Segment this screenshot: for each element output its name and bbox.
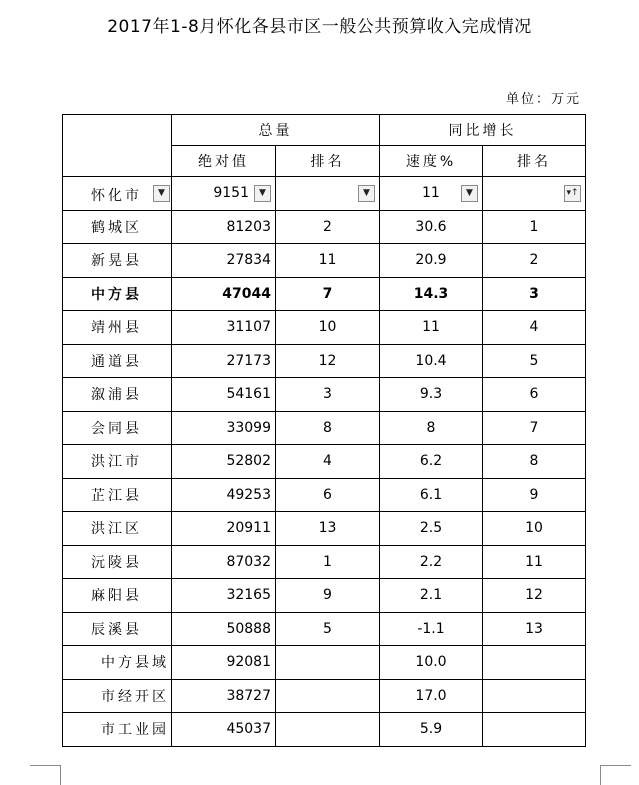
growth-speed-cell: 2.2 bbox=[380, 545, 483, 579]
total-rank-cell: 3 bbox=[276, 378, 380, 412]
filter-dropdown-absolute[interactable] bbox=[254, 185, 271, 202]
header-yoy: 同比增长 bbox=[380, 115, 586, 146]
region-name-cell: 通道县 bbox=[63, 344, 172, 378]
table-row bbox=[63, 478, 586, 512]
chevron-down-icon: ▼ bbox=[158, 188, 165, 198]
table-row bbox=[63, 545, 586, 579]
table-row bbox=[63, 344, 586, 378]
region-name-cell: 市工业园 bbox=[63, 713, 172, 747]
growth-rank-cell: 3 bbox=[483, 277, 586, 311]
header-absolute: 绝对值 bbox=[172, 146, 276, 177]
chevron-down-icon: ▼ bbox=[466, 188, 473, 198]
growth-rank-cell: 9 bbox=[483, 478, 586, 512]
growth-rank-cell: 8 bbox=[483, 445, 586, 479]
total-rank-cell: 11 bbox=[276, 244, 380, 278]
absolute-value-cell: 31107 bbox=[172, 311, 276, 345]
header-corner-cell bbox=[63, 115, 172, 177]
total-rank-cell: 6 bbox=[276, 478, 380, 512]
growth-speed-cell: 2.1 bbox=[380, 579, 483, 613]
region-name-cell: 中方县域 bbox=[63, 646, 172, 680]
growth-rank-cell: 10 bbox=[483, 512, 586, 546]
absolute-value-cell: 81203 bbox=[172, 210, 276, 244]
filter-cell-rank bbox=[276, 177, 380, 211]
region-name-cell: 麻阳县 bbox=[63, 579, 172, 613]
budget-table bbox=[62, 114, 586, 747]
total-rank-cell bbox=[276, 646, 380, 680]
growth-rank-cell: 13 bbox=[483, 612, 586, 646]
growth-speed-cell: 11 bbox=[380, 311, 483, 345]
table-row bbox=[63, 579, 586, 613]
table-row bbox=[63, 612, 586, 646]
growth-speed-cell: 6.2 bbox=[380, 445, 483, 479]
table-row bbox=[63, 311, 586, 345]
growth-speed-cell: 10.0 bbox=[380, 646, 483, 680]
page-corner-mark bbox=[600, 765, 601, 785]
growth-rank-cell: 6 bbox=[483, 378, 586, 412]
total-rank-cell: 5 bbox=[276, 612, 380, 646]
filter-speed: 11 bbox=[422, 185, 440, 201]
growth-rank-cell: 7 bbox=[483, 411, 586, 445]
sort-ascending-icon: ▾↑ bbox=[566, 188, 579, 198]
page-title: 2017年1-8月怀化各县市区一般公共预算收入完成情况 bbox=[107, 17, 532, 37]
table-row bbox=[63, 244, 586, 278]
absolute-value-cell: 20911 bbox=[172, 512, 276, 546]
chevron-down-icon: ▼ bbox=[363, 188, 370, 198]
growth-speed-cell: 9.3 bbox=[380, 378, 483, 412]
growth-rank-cell bbox=[483, 679, 586, 713]
absolute-value-cell: 92081 bbox=[172, 646, 276, 680]
absolute-value-cell: 27173 bbox=[172, 344, 276, 378]
filter-row bbox=[63, 177, 586, 211]
region-name-cell: 辰溪县 bbox=[63, 612, 172, 646]
table-row bbox=[63, 679, 586, 713]
absolute-value-cell: 52802 bbox=[172, 445, 276, 479]
total-rank-cell: 2 bbox=[276, 210, 380, 244]
growth-rank-cell bbox=[483, 713, 586, 747]
growth-speed-cell: 2.5 bbox=[380, 512, 483, 546]
region-name-cell: 溆浦县 bbox=[63, 378, 172, 412]
total-rank-cell: 4 bbox=[276, 445, 380, 479]
absolute-value-cell: 49253 bbox=[172, 478, 276, 512]
total-rank-cell bbox=[276, 679, 380, 713]
chevron-down-icon: ▼ bbox=[259, 188, 266, 198]
growth-speed-cell: -1.1 bbox=[380, 612, 483, 646]
region-name-cell: 沅陵县 bbox=[63, 545, 172, 579]
table-row bbox=[63, 512, 586, 546]
header-row-1 bbox=[63, 115, 586, 146]
table-row bbox=[63, 713, 586, 747]
filter-cell-rank2 bbox=[483, 177, 586, 211]
absolute-value-cell: 50888 bbox=[172, 612, 276, 646]
growth-speed-cell: 30.6 bbox=[380, 210, 483, 244]
header-speed: 速度% bbox=[380, 146, 483, 177]
region-name-cell: 市经开区 bbox=[63, 679, 172, 713]
filter-cell-speed bbox=[380, 177, 483, 211]
growth-rank-cell: 5 bbox=[483, 344, 586, 378]
growth-speed-cell: 5.9 bbox=[380, 713, 483, 747]
total-rank-cell: 1 bbox=[276, 545, 380, 579]
total-rank-cell: 9 bbox=[276, 579, 380, 613]
growth-speed-cell: 8 bbox=[380, 411, 483, 445]
absolute-value-cell: 27834 bbox=[172, 244, 276, 278]
header-rank2: 排名 bbox=[483, 146, 586, 177]
region-name-cell: 新晃县 bbox=[63, 244, 172, 278]
growth-rank-cell: 2 bbox=[483, 244, 586, 278]
region-name-cell: 洪江区 bbox=[63, 512, 172, 546]
growth-rank-cell: 11 bbox=[483, 545, 586, 579]
page-corner-mark bbox=[30, 765, 60, 778]
table-row bbox=[63, 378, 586, 412]
region-name-cell: 鹤城区 bbox=[63, 210, 172, 244]
header-total: 总量 bbox=[172, 115, 380, 146]
growth-speed-cell: 17.0 bbox=[380, 679, 483, 713]
filter-cell-name bbox=[63, 177, 172, 211]
region-name-cell: 中方县 bbox=[63, 277, 172, 311]
growth-rank-cell: 1 bbox=[483, 210, 586, 244]
table-row bbox=[63, 277, 586, 311]
filter-dropdown-name[interactable] bbox=[153, 185, 170, 202]
table-row bbox=[63, 445, 586, 479]
filter-dropdown-rank[interactable] bbox=[358, 185, 375, 202]
absolute-value-cell: 45037 bbox=[172, 713, 276, 747]
absolute-value-cell: 47044 bbox=[172, 277, 276, 311]
filter-dropdown-speed[interactable] bbox=[461, 185, 478, 202]
total-rank-cell bbox=[276, 713, 380, 747]
total-rank-cell: 12 bbox=[276, 344, 380, 378]
growth-rank-cell bbox=[483, 646, 586, 680]
region-name-cell: 洪江市 bbox=[63, 445, 172, 479]
absolute-value-cell: 33099 bbox=[172, 411, 276, 445]
growth-speed-cell: 14.3 bbox=[380, 277, 483, 311]
table-row bbox=[63, 411, 586, 445]
growth-speed-cell: 20.9 bbox=[380, 244, 483, 278]
table-row bbox=[63, 646, 586, 680]
unit-label: 单位：万元 bbox=[505, 92, 581, 107]
growth-speed-cell: 6.1 bbox=[380, 478, 483, 512]
page-corner-mark bbox=[60, 765, 61, 785]
total-rank-cell: 10 bbox=[276, 311, 380, 345]
table-row bbox=[63, 210, 586, 244]
filter-absolute: 9151 bbox=[213, 185, 249, 201]
region-name-cell: 靖州县 bbox=[63, 311, 172, 345]
total-rank-cell: 13 bbox=[276, 512, 380, 546]
total-rank-cell: 8 bbox=[276, 411, 380, 445]
header-rank: 排名 bbox=[276, 146, 380, 177]
absolute-value-cell: 38727 bbox=[172, 679, 276, 713]
filter-sort-rank2[interactable] bbox=[564, 185, 581, 202]
growth-rank-cell: 4 bbox=[483, 311, 586, 345]
region-name-cell: 芷江县 bbox=[63, 478, 172, 512]
absolute-value-cell: 87032 bbox=[172, 545, 276, 579]
page-corner-mark bbox=[601, 765, 631, 778]
growth-speed-cell: 10.4 bbox=[380, 344, 483, 378]
absolute-value-cell: 54161 bbox=[172, 378, 276, 412]
growth-rank-cell: 12 bbox=[483, 579, 586, 613]
filter-cell-absolute bbox=[172, 177, 276, 211]
total-rank-cell: 7 bbox=[276, 277, 380, 311]
filter-name: 怀化市 bbox=[91, 188, 142, 204]
absolute-value-cell: 32165 bbox=[172, 579, 276, 613]
region-name-cell: 会同县 bbox=[63, 411, 172, 445]
